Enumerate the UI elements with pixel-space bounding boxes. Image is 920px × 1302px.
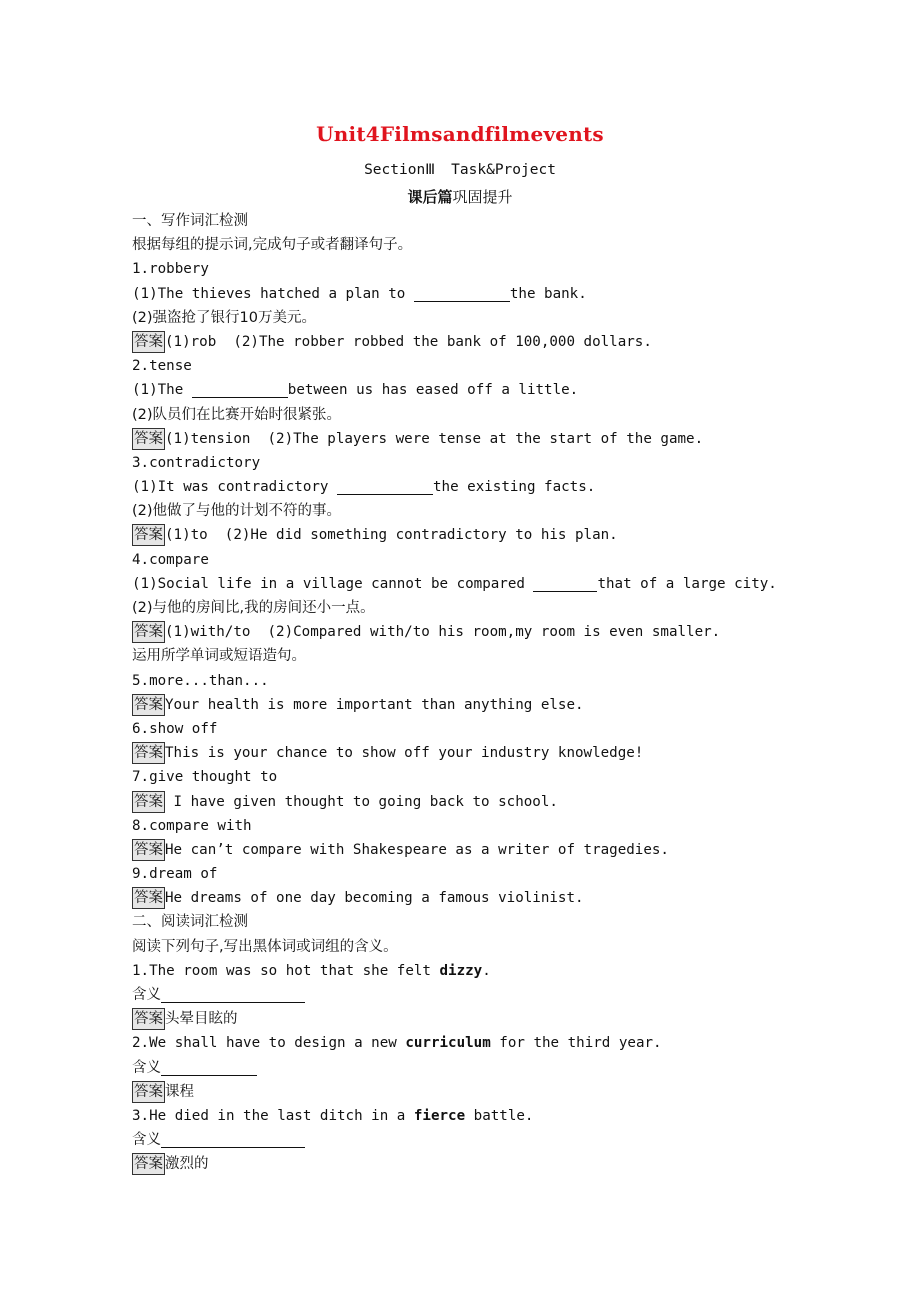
answer-line (132, 523, 792, 547)
page-title: Unit4Filmsandfilmevents (316, 122, 604, 146)
section-topic: Task&Project (451, 162, 556, 178)
phrase-word: 7.give thought to (132, 769, 278, 786)
reading-sentence (132, 959, 792, 983)
answer-text: I have given thought to going back to school. (165, 793, 558, 810)
answer-line (132, 1007, 792, 1031)
meaning-blank (161, 1060, 257, 1076)
answer-text: 课程 (165, 1083, 194, 1100)
meaning-line (132, 983, 792, 1007)
item-question (132, 282, 792, 306)
subheading-bold: 课后篇 (407, 188, 453, 206)
sentence-text: 2.We shall have to design a new (132, 1035, 406, 1052)
part1-instruction: 根据每组的提示词,完成句子或者翻译句子。 (132, 237, 413, 254)
answer-tag: 答案 (132, 621, 165, 643)
subheading (0, 186, 920, 207)
sentence-text: for the third year. (490, 1035, 662, 1052)
item-translation: (2)强盗抢了银行10万美元。 (132, 309, 316, 326)
item-question (132, 475, 792, 499)
section-heading (0, 162, 920, 178)
bold-word: curriculum (405, 1035, 491, 1052)
item-translation: (2)队员们在比赛开始时很紧张。 (132, 406, 342, 423)
item-word: 2.tense (132, 358, 192, 375)
content (132, 209, 792, 1177)
sentence-text: . (482, 962, 491, 979)
answer-text: He dreams of one day becoming a famous violinist. (165, 890, 584, 907)
answer-line (132, 427, 792, 451)
sentence-text: 1.The room was so hot that she felt (132, 962, 440, 979)
question-text: (1)Social life in a village cannot be compared (132, 575, 534, 592)
subheading-rest: 巩固提升 (452, 188, 513, 206)
answer-text: This is your chance to show off your industry knowledge! (165, 745, 644, 762)
answer-text: (1)tension (2)The players were tense at the start of the game. (165, 430, 704, 447)
bold-word: fierce (413, 1107, 466, 1124)
question-text: between us has eased off a little. (287, 382, 579, 399)
answer-tag: 答案 (132, 791, 165, 813)
item-translation: (2)与他的房间比,我的房间还小一点。 (132, 600, 375, 616)
answer-line (132, 838, 792, 862)
meaning-label: 含义 (132, 1059, 161, 1076)
item-question (132, 378, 792, 402)
phrase-word: 5.more...than... (132, 672, 269, 689)
answer-line (132, 1080, 792, 1104)
answer-tag: 答案 (132, 1008, 165, 1030)
meaning-label: 含义 (132, 1132, 161, 1149)
phrase-word: 6.show off (132, 720, 218, 737)
question-text: (1)The (132, 382, 192, 399)
answer-text: 头晕目眩的 (165, 1011, 238, 1028)
answer-blank (192, 382, 288, 398)
meaning-line (132, 1128, 792, 1152)
reading-sentence (132, 1104, 792, 1128)
meaning-line (132, 1056, 792, 1080)
answer-line (132, 1152, 792, 1176)
answer-tag: 答案 (132, 428, 165, 450)
part1-instruction2: 运用所学单词或短语造句。 (132, 648, 306, 665)
answer-tag: 答案 (132, 694, 165, 716)
answer-text: (1)to (2)He did something contradictory to his plan. (165, 527, 618, 544)
reading-sentence (132, 1031, 792, 1055)
item-translation: (2)他做了与他的计划不符的事。 (132, 503, 342, 520)
part2-heading: 二、阅读词汇检测 (132, 914, 248, 931)
answer-tag: 答案 (132, 1153, 165, 1175)
answer-line (132, 741, 792, 765)
question-text: the existing facts. (433, 479, 596, 496)
phrase-word: 8.compare with (132, 817, 252, 834)
question-text: that of a large city. (597, 575, 777, 592)
section-name: SectionⅢ (364, 162, 436, 178)
meaning-blank (161, 1132, 305, 1148)
question-text: the bank. (509, 285, 587, 302)
meaning-blank (161, 987, 305, 1003)
answer-text: (1)rob (2)The robber robbed the bank of 100,000 dollars. (165, 333, 652, 350)
answer-line (132, 693, 792, 717)
phrase-word: 9.dream of (132, 866, 218, 883)
answer-text: He can’t compare with Shakespeare as a writer of tragedies. (165, 841, 669, 858)
answer-line (132, 330, 792, 354)
answer-blank (414, 286, 510, 302)
meaning-label: 含义 (132, 987, 161, 1003)
answer-tag: 答案 (132, 331, 165, 353)
answer-tag: 答案 (132, 1081, 165, 1103)
item-word: 1.robbery (132, 261, 209, 278)
answer-text: Your health is more important than anything else. (165, 696, 584, 713)
answer-line (132, 620, 792, 644)
item-word: 4.compare (132, 551, 209, 568)
answer-tag: 答案 (132, 887, 165, 909)
bold-word: dizzy (439, 962, 483, 979)
item-word: 3.contradictory (132, 454, 261, 471)
answer-tag: 答案 (132, 524, 165, 546)
answer-text: (1)with/to (2)Compared with/to his room,my room is even smaller. (165, 624, 721, 641)
answer-line (132, 790, 792, 814)
part2-instruction: 阅读下列句子,写出黑体词或词组的含义。 (132, 938, 398, 955)
question-text: (1)The thieves hatched a plan to (132, 285, 414, 302)
answer-text: 激烈的 (165, 1156, 209, 1173)
sentence-text: 3.He died in the last ditch in a (132, 1107, 414, 1124)
answer-blank (337, 479, 433, 495)
question-text: (1)It was contradictory (132, 479, 337, 496)
item-question (132, 572, 792, 596)
part1-heading: 一、写作词汇检测 (132, 213, 248, 229)
answer-tag: 答案 (132, 839, 165, 861)
sentence-text: battle. (465, 1107, 534, 1124)
answer-line (132, 886, 792, 910)
answer-blank (533, 576, 597, 592)
answer-tag: 答案 (132, 742, 165, 764)
